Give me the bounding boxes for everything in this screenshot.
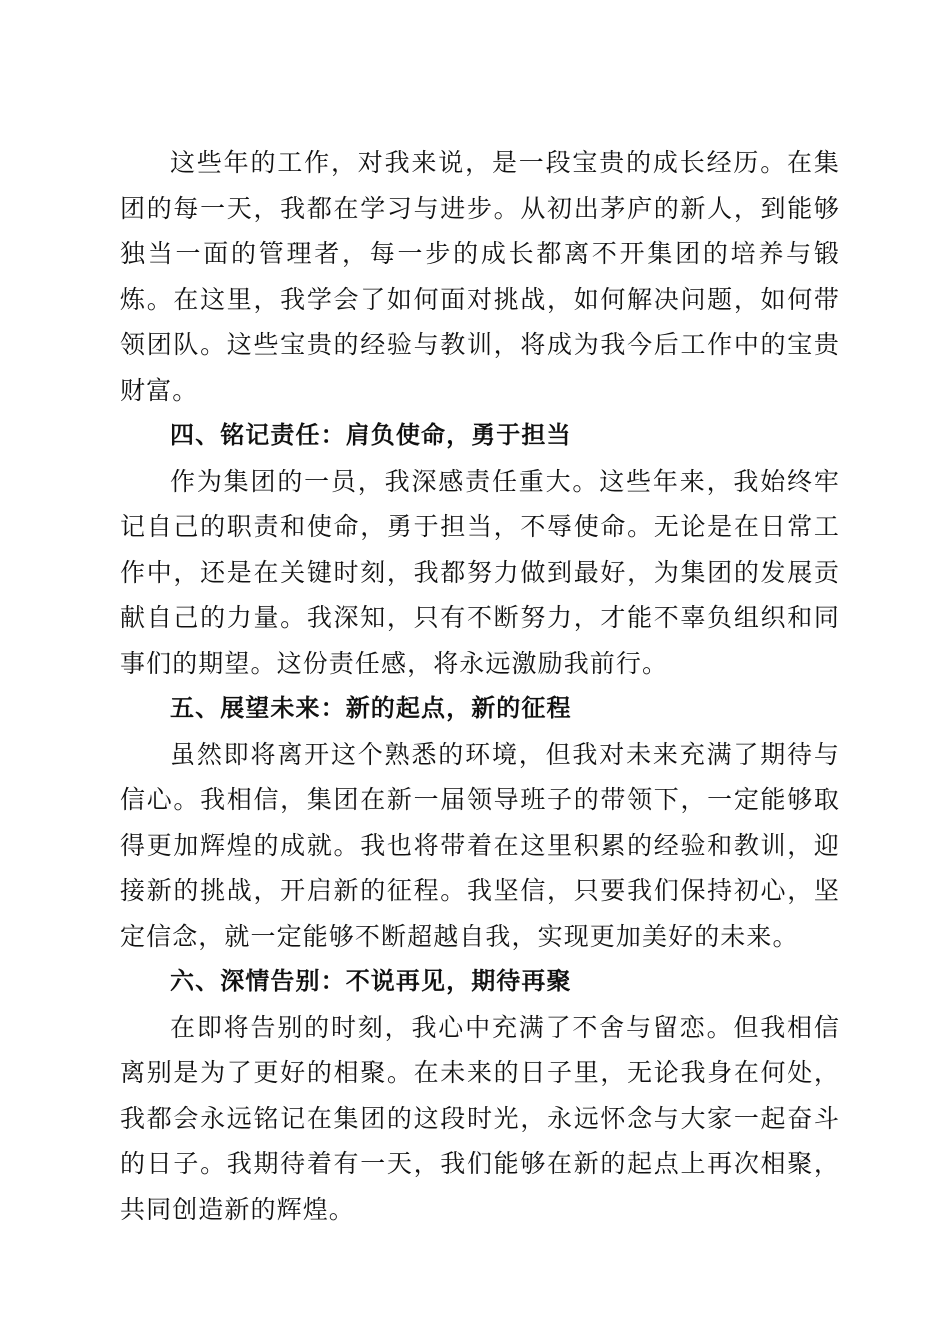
paragraph-responsibility: 作为集团的一员，我深感责任重大。这些年来，我始终牢记自己的职责和使命，勇于担当，不辱使命。无论是在日常工作中，还是在关键时刻，我都努力做到最好，为集团的发展贡献自己的力量。我深知，只有不断努力，才能不辜负组织和同事们的期望。这份责任感，将永远激励我前行。: [120, 466, 840, 678]
document-body: [120, 140, 840, 1232]
section-heading-farewell: 六、深情告别：不说再见，期待再聚: [170, 967, 572, 995]
paragraph-future: 虽然即将离开这个熟悉的环境，但我对未来充满了期待与信心。我相信，集团在新一届领导班子的带领下，一定能够取得更加辉煌的成就。我也将带着在这里积累的经验和教训，迎接新的挑战，开启新的征程。我坚信，只要我们保持初心，坚定信念，就一定能够不断超越自我，实现更加美好的未来。: [120, 739, 840, 951]
section-heading-responsibility: 四、铭记责任：肩负使命，勇于担当: [170, 421, 572, 449]
paragraph-growth: 这些年的工作，对我来说，是一段宝贵的成长经历。在集团的每一天，我都在学习与进步。从初出茅庐的新人，到能够独当一面的管理者，每一步的成长都离不开集团的培养与锻炼。在这里，我学会了如何面对挑战，如何解决问题，如何带领团队。这些宝贵的经验与教训，将成为我今后工作中的宝贵财富。: [120, 148, 840, 405]
section-heading-future: 五、展望未来：新的起点，新的征程: [170, 694, 572, 722]
paragraph-farewell: 在即将告别的时刻，我心中充满了不舍与留恋。但我相信离别是为了更好的相聚。在未来的日子里，无论我身在何处，我都会永远铭记在集团的这段时光，永远怀念与大家一起奋斗的日子。我期待着有一天，我们能够在新的起点上再次相聚，共同创造新的辉煌。: [120, 1012, 840, 1224]
